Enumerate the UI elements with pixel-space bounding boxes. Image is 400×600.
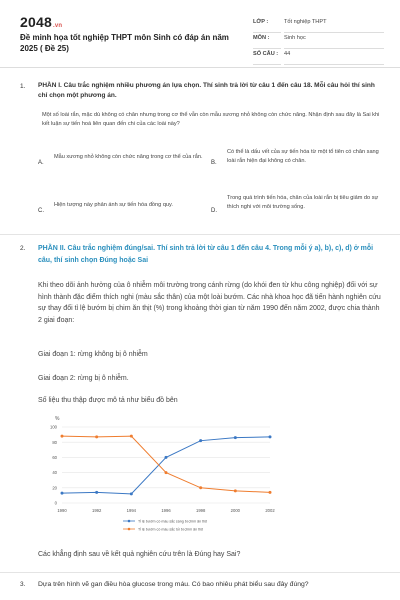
x-tick-label: 1994 xyxy=(126,508,136,513)
data-point xyxy=(234,489,237,492)
y-tick-label: 0 xyxy=(54,500,57,506)
question-number: 1. xyxy=(20,83,26,90)
question-text: Dựa trên hình vẽ gan điều hòa glucose trong máu. Có bao nhiêu phát biểu sau đây đúng? xyxy=(38,581,309,588)
question-prompt: Các khẳng định sau về kết quả nghiên cứu trên là Đúng hay Sai? xyxy=(38,551,241,558)
data-point xyxy=(130,435,133,438)
data-point xyxy=(199,486,202,489)
meta-values xyxy=(284,17,384,65)
question-separator xyxy=(0,572,400,573)
series-line xyxy=(62,436,270,492)
y-tick-label: 20 xyxy=(52,485,57,491)
option-c-text[interactable]: Hiện tượng này phản ánh sự tiến hóa đồng quy. xyxy=(54,202,173,208)
option-a-letter[interactable]: A. xyxy=(38,160,44,166)
y-axis-label: % xyxy=(55,416,60,422)
question-1 xyxy=(0,80,400,240)
question-2 xyxy=(0,243,400,573)
y-tick-label: 40 xyxy=(52,470,57,476)
data-point xyxy=(130,492,133,495)
legend-marker xyxy=(128,528,131,531)
option-d-text[interactable]: Trong quá trình tiến hóa, chân của loài rắn bị tiêu giảm do sự thích nghi với môi trường sống. xyxy=(227,195,379,210)
data-point xyxy=(269,435,272,438)
question-separator xyxy=(0,234,400,235)
subject-label: MÔN : xyxy=(253,33,281,49)
question-heading: PHẦN II. Câu trắc nghiệm đúng/sai. Thí sinh trả lời từ câu 1 đến câu 4. Trong mỗi ý a), b), c), d) ở mỗi câu, thí sinh chọn Đúng hoặc Sai xyxy=(38,245,374,264)
x-tick-label: 1990 xyxy=(57,508,67,513)
option-c-letter[interactable]: C. xyxy=(38,208,44,214)
option-b-text[interactable]: Có thể là dấu vết của sự tiến hóa từ một tổ tiên có chân sang loài rắn hiện đại không có chân. xyxy=(227,149,379,164)
data-point xyxy=(61,435,64,438)
count-label: SỐ CÂU : xyxy=(253,49,281,65)
x-tick-label: 1998 xyxy=(196,508,206,513)
chart-intro: Số liệu thu thập được mô tả như biểu đồ bên xyxy=(38,397,178,404)
line-chart xyxy=(38,411,298,536)
series-line xyxy=(62,437,270,494)
data-point xyxy=(269,491,272,494)
document-title: Đề minh họa tốt nghiệp THPT môn Sinh có đáp án năm 2025 ( Đề 25) xyxy=(20,33,229,53)
data-point xyxy=(199,439,202,442)
data-point xyxy=(95,491,98,494)
stage-2-text: Giai đoạn 2: rừng bị ô nhiễm. xyxy=(38,375,129,382)
question-paragraph: Khi theo dõi ảnh hưởng của ô nhiễm môi trường trong cánh rừng (do khói đen từ khu công nghiệp) đối với sự hình thành đặc điểm thích nghi (màu sắc thân) của một loài bướm. Các nhà khoa học đã tiến hành nghiên cứu sự thay đổi tỉ lệ bướm bị chim ăn thịt (%) trong khoảng thời gian từ năm 1990 đến năm 2002, được chia thành 2 giai đoạn: xyxy=(38,282,381,324)
header-divider xyxy=(0,67,400,68)
question-stem: Một số loài rắn, mặc dù không có chân nhưng trong cơ thể vẫn còn mẫu xương nhỏ không còn chức năng. Nhận định sau đây là Sai khi kết luận sự tiến hoá liên quan đến chi của các loài này? xyxy=(42,112,380,127)
option-d-letter[interactable]: D. xyxy=(211,208,217,214)
y-tick-label: 60 xyxy=(52,455,57,460)
x-tick-label: 2002 xyxy=(265,508,275,513)
class-label: LỚP : xyxy=(253,17,281,33)
class-value: Tốt nghiệp THPT xyxy=(284,17,384,33)
chart-axes xyxy=(50,416,275,513)
question-heading: PHẦN I. Câu trắc nghiệm nhiều phương án lựa chọn. Thí sinh trả lời từ câu 1 đến câu 18. Mỗi câu hỏi thí sinh chỉ chọn một phương án. xyxy=(38,82,375,99)
question-3 xyxy=(0,580,400,600)
y-tick-label: 100 xyxy=(50,424,57,430)
x-tick-label: 1996 xyxy=(161,508,171,513)
chart-legend xyxy=(123,519,207,532)
legend-marker xyxy=(128,520,131,523)
stage-1-text: Giai đoạn 1: rừng không bị ô nhiễm xyxy=(38,351,148,358)
option-b-letter[interactable]: B. xyxy=(211,160,217,166)
legend-label: Tỉ lệ bướm có màu sắc sáng bị chim ăn thịt xyxy=(138,519,207,524)
chart-series xyxy=(61,435,272,496)
data-point xyxy=(234,436,237,439)
option-a-text[interactable]: Mẫu xương nhỏ không còn chức năng trong cơ thể của rắn. xyxy=(54,154,203,160)
question-number: 2. xyxy=(20,245,26,252)
page-header xyxy=(0,0,400,66)
data-point xyxy=(165,471,168,474)
data-point xyxy=(95,435,98,438)
x-tick-label: 1992 xyxy=(92,508,102,513)
subject-value: Sinh học xyxy=(284,33,384,49)
x-tick-label: 2000 xyxy=(230,508,240,513)
count-value: 44 xyxy=(284,49,384,65)
data-point xyxy=(61,492,64,495)
meta-labels xyxy=(253,17,281,65)
legend-label: Tỉ lệ bướm có màu sắc tối bị chim ăn thịt xyxy=(138,527,203,532)
site-logo[interactable]: 2048.vn xyxy=(20,14,63,30)
data-point xyxy=(165,456,168,459)
question-number: 3. xyxy=(20,581,26,588)
y-tick-label: 80 xyxy=(52,439,57,445)
chart-grid xyxy=(62,427,270,503)
